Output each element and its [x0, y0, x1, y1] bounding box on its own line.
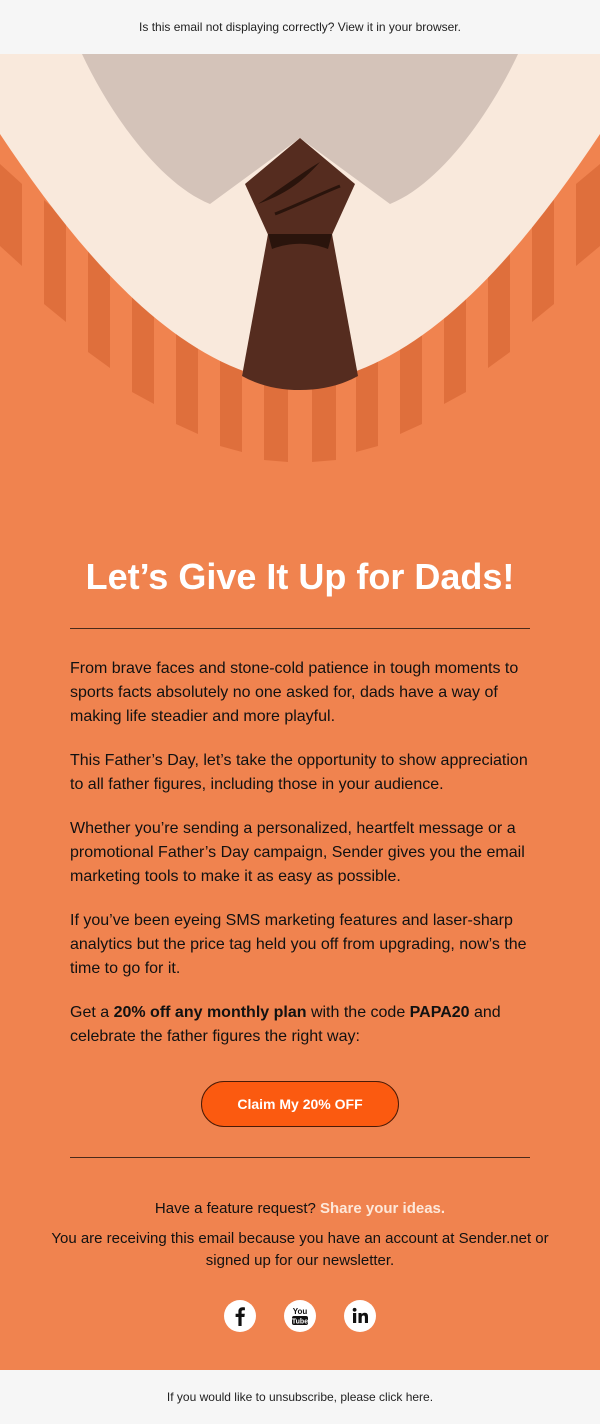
youtube-icon[interactable] — [284, 1300, 316, 1332]
cta-wrapper — [70, 1069, 530, 1127]
offer-middle: with the code — [306, 1004, 410, 1021]
paragraph-4: If you’ve been eyeing SMS marketing features and laser-sharp analytics but the price tag held you off from upgrading, now’s the time to go for it. — [70, 912, 527, 977]
paragraph-1: From brave faces and stone-cold patience in tough moments to sports facts absolutely no one asked for, dads have a way of making life steadier and more playful. — [70, 660, 519, 725]
view-in-browser-link[interactable]: Is this email not displaying correctly? View it in your browser. — [139, 20, 461, 34]
footer — [0, 1158, 600, 1272]
offer-prefix: Get a — [70, 1004, 114, 1021]
svg-text:You: You — [292, 1307, 308, 1316]
hero-illustration — [0, 54, 600, 484]
unsubscribe-link[interactable]: If you would like to unsubscribe, please click here. — [166, 1390, 434, 1404]
paragraph-2: This Father’s Day, let’s take the opportunity to show appreciation to all father figures, including those in your audience. — [70, 752, 528, 793]
divider-top — [70, 628, 530, 629]
share-ideas-link[interactable]: Share your ideas. — [320, 1200, 446, 1217]
offer-suffix: and celebrate the father figures the right way: — [70, 1004, 501, 1045]
receiving-notice: You are receiving this email because you have an account at Sender.net or signed up for our newsletter. — [51, 1230, 549, 1269]
unsubscribe-bar[interactable] — [0, 1370, 600, 1424]
linkedin-icon[interactable] — [344, 1300, 376, 1332]
claim-offer-button[interactable]: Claim My 20% OFF — [201, 1081, 399, 1127]
facebook-icon[interactable] — [224, 1300, 256, 1332]
offer-code: PAPA20 — [409, 1004, 470, 1021]
headline: Let’s Give It Up for Dads! — [85, 556, 515, 597]
shirt-tie-illustration — [0, 54, 600, 484]
feature-request-line — [30, 1198, 570, 1220]
offer-paragraph — [70, 1001, 530, 1049]
social-links — [0, 1280, 600, 1370]
top-notice-bar[interactable] — [0, 0, 600, 54]
offer-discount: 20% off any monthly plan — [113, 1004, 307, 1021]
paragraph-3: Whether you’re sending a personalized, heartfelt message or a promotional Father’s Day campaign, Sender gives you the email marketing tools to make it as easy as possible. — [70, 820, 525, 885]
main-content — [0, 484, 600, 1158]
feature-request-text: Have a feature request? — [154, 1200, 321, 1217]
svg-text:Tube: Tube — [291, 1318, 309, 1326]
